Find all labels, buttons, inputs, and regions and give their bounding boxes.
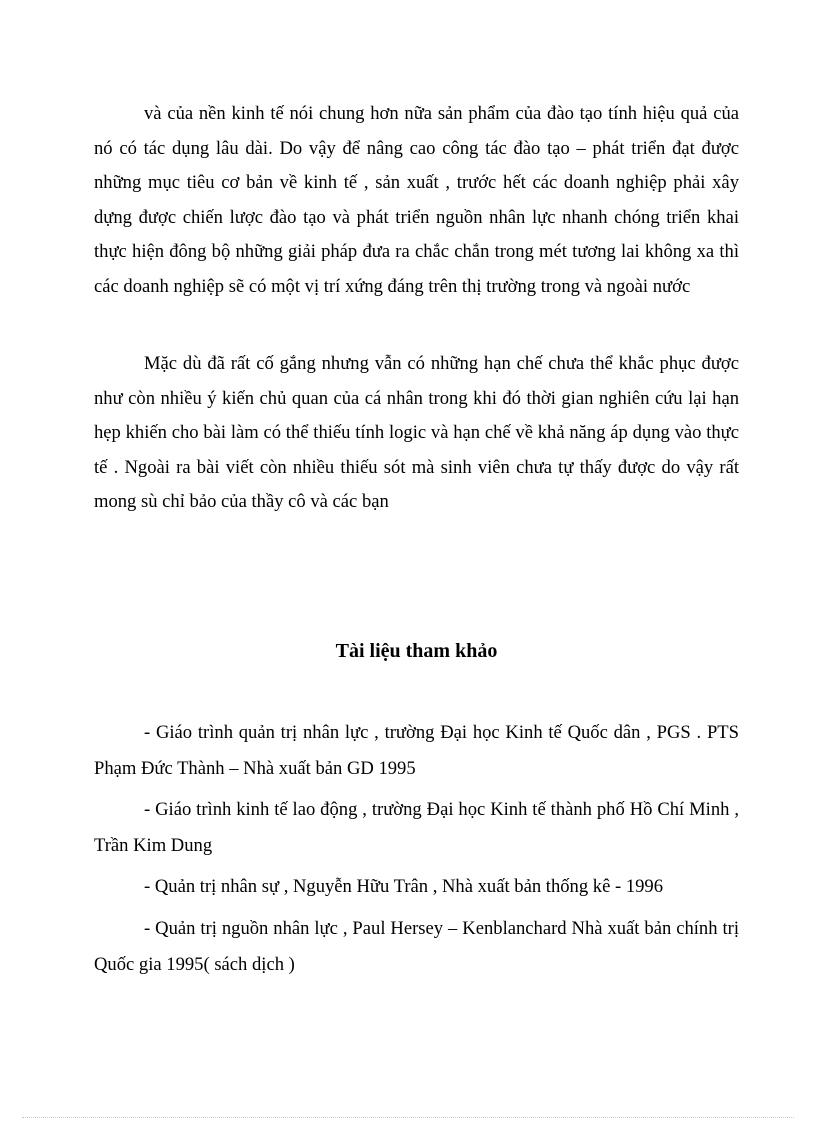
- page-bottom-divider: [22, 1117, 794, 1118]
- reference-item: - Giáo trình quản trị nhân lực , trường Đại học Kinh tế Quốc dân , PGS . PTS Phạm Đức Thành – Nhà xuất bản GD 1995: [94, 722, 739, 779]
- references-heading: Tài liệu tham khảo: [335, 640, 498, 662]
- reference-item: - Giáo trình kinh tế lao động , trường Đại học Kinh tế thành phố Hồ Chí Minh , Trần Kim Dung: [94, 799, 739, 856]
- body-paragraph-limitations: Mặc dù đã rất cố gắng nhưng vẫn có những hạn chế chưa thể khắc phục được như còn nhiều ý kiến chủ quan của cá nhân trong khi đó thời gian nghiên cứu lại hạn hẹp khiến cho bài làm có thể thiếu tính logic và hạn chế về khả năng áp dụng vào thực tế . Ngoài ra bài viết còn nhiều thiếu sót mà sinh viên chưa tự thấy được do vậy rất mong sù chỉ bảo của thầy cô và các bạn: [94, 353, 739, 512]
- reference-item: - Quản trị nguồn nhân lực , Paul Hersey – Kenblanchard Nhà xuất bản chính trị Quốc gia 1995( sách dịch ): [94, 918, 739, 975]
- body-paragraph-conclusion: và của nền kinh tế nói chung hơn nữa sản phẩm của đào tạo tính hiệu quả của nó có tác dụng lâu dài. Do vậy để nâng cao công tác đào tạo – phát triển đạt được những mục tiêu cơ bản về kinh tế , sản xuất , trước hết các doanh nghiệp phải xây dựng được chiến lược đào tạo và phát triển nguồn nhân lực nhanh chóng triển khai thực hiện đông bộ những giải pháp đưa ra chắc chắn trong mét tương lai không xa thì các doanh nghiệp sẽ có một vị trí xứng đáng trên thị trường trong và ngoài nước: [94, 103, 739, 297]
- reference-item: - Quản trị nhân sự , Nguyễn Hữu Trân , Nhà xuất bản thống kê - 1996: [144, 876, 664, 897]
